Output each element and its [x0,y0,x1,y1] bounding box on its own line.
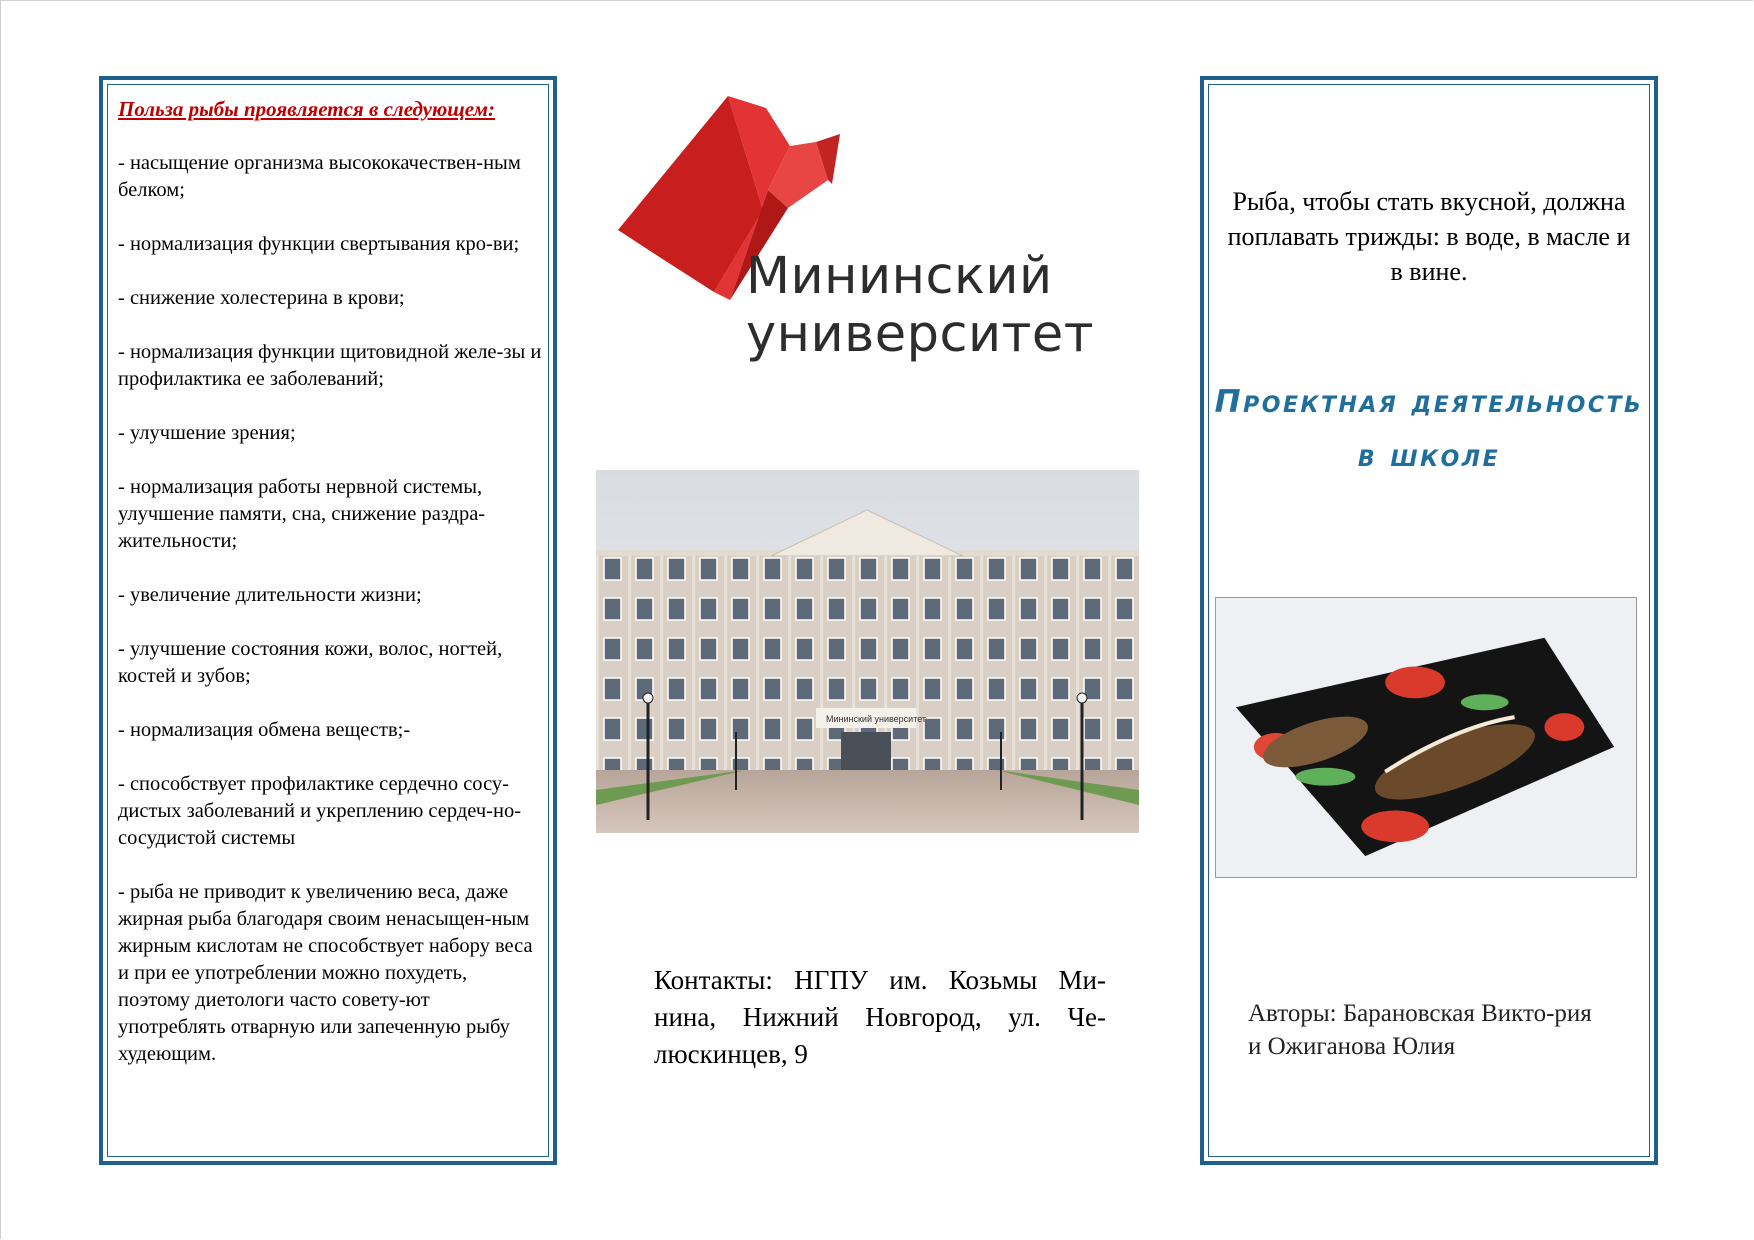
fish-quote: Рыба, чтобы стать вкусной, должна поплавать трижды: в воде, в масле и в вине. [1227,187,1631,286]
benefit-item: - нормализация обмена веществ;- [118,719,411,741]
authors-text: Авторы: Барановская Викто-рия и Ожиганова Юлия [1248,1000,1592,1060]
benefit-item: - насыщение организма высококачествен-ным белком; [118,152,521,201]
fish-dish-photo [1215,597,1637,878]
benefits-title: Польза рыбы проявляется в следующем: [118,97,495,121]
logo-text-line1: Мининский [746,247,1053,306]
benefit-item: - нормализация функции свертывания кро-ви; [118,233,520,255]
benefit-item: - способствует профилактике сердечно сосу-дистых заболеваний и укреплению сердеч-но-сосудистой системы [118,773,522,849]
benefits-section [118,96,542,1095]
benefit-item: - увеличение длительности жизни; [118,584,422,606]
building-sign: Мининский университет [826,714,927,724]
benefit-item: - улучшение зрения; [118,422,296,444]
university-building-photo [596,470,1139,833]
benefit-item: - нормализация функции щитовидной желе-зы и профилактика ее заболеваний; [118,341,542,390]
benefit-item: - улучшение состояния кожи, волос, ногтей, костей и зубов; [118,638,503,687]
benefit-item: - нормализация работы нервной системы, улучшение памяти, сна, снижение раздра-жительности; [118,476,486,552]
project-title: Проектная деятельность в школе [1214,384,1644,474]
contacts-text: Контакты: НГПУ им. Козьмы Ми-нина, Нижний Новгород, ул. Че-люскинцев, 9 [654,965,1106,1069]
logo-text-line2: университет [746,305,1094,364]
benefit-item: - снижение холестерина в крови; [118,287,405,309]
benefit-item: - рыба не приводит к увеличению веса, даже жирная рыба благодаря своим ненасыщен-ным жирным кислотам не способствует набору веса и при ее употреблении можно похудеть, поэтому диетологи часто совету-ют употреблять отварную или запеченную рыбу худеющим. [118,881,533,1065]
